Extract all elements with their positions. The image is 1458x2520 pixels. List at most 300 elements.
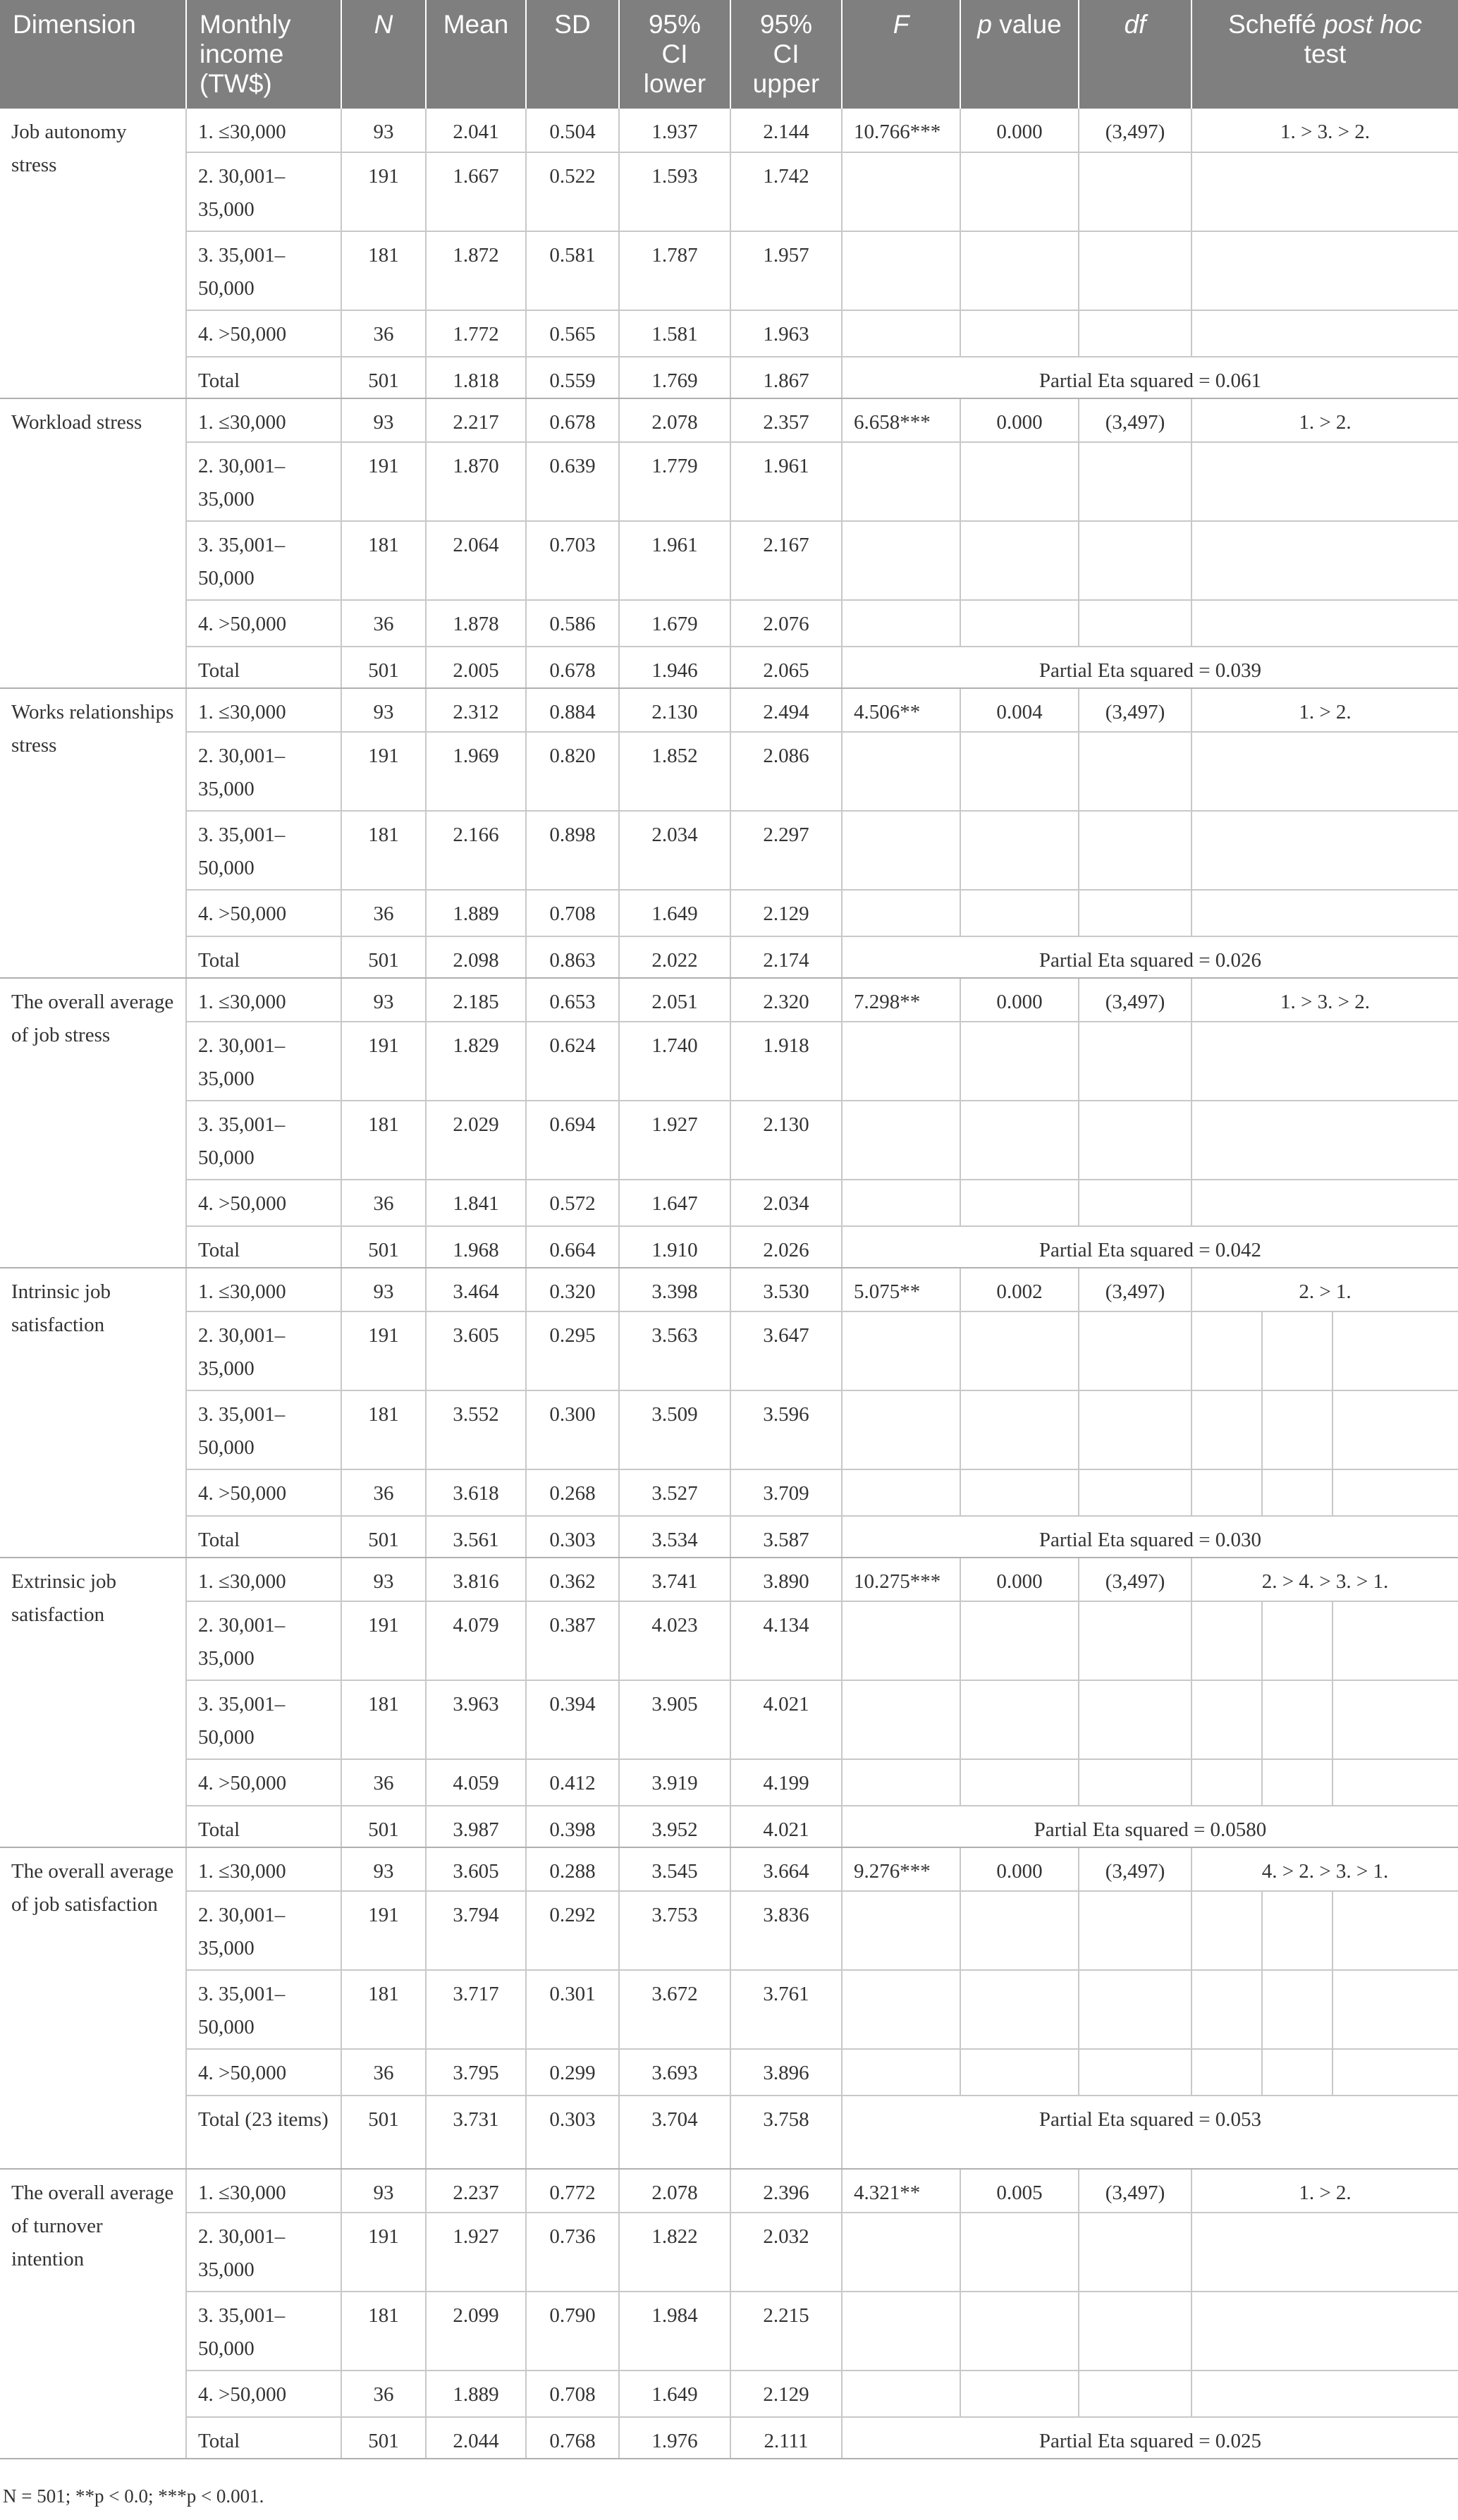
- df-cell: [1079, 521, 1191, 600]
- df-cell: (3,497): [1079, 398, 1191, 442]
- ci-lower-cell: 2.130: [619, 688, 730, 732]
- f-cell: [842, 521, 960, 600]
- ci-lower-cell: 3.753: [619, 1891, 730, 1970]
- ci-lower-cell: 3.545: [619, 1847, 730, 1891]
- df-cell: (3,497): [1079, 1558, 1191, 1601]
- ci-upper-cell: 3.758: [730, 2096, 842, 2169]
- n-cell: 36: [341, 1759, 426, 1806]
- income-cell: 3. 35,001–50,000: [186, 2292, 341, 2371]
- p-value-cell: [960, 1311, 1079, 1390]
- sd-cell: 0.362: [526, 1558, 619, 1601]
- ci-upper-cell: 1.957: [730, 231, 842, 310]
- p-value-cell: [960, 1469, 1079, 1516]
- ci-lower-cell: 3.509: [619, 1390, 730, 1469]
- sd-cell: 0.299: [526, 2049, 619, 2096]
- df-cell: [1079, 231, 1191, 310]
- ci-upper-cell: 2.494: [730, 688, 842, 732]
- df-cell: (3,497): [1079, 109, 1191, 152]
- ci-lower-cell: 1.593: [619, 152, 730, 231]
- ci-lower-cell: 2.051: [619, 978, 730, 1022]
- ci-upper-cell: 3.587: [730, 1516, 842, 1558]
- scheffe-subcell: [1262, 2049, 1333, 2096]
- mean-cell: 3.561: [426, 1516, 526, 1558]
- mean-cell: 2.166: [426, 811, 526, 890]
- f-cell: 10.275***: [842, 1558, 960, 1601]
- table-row: [0, 2371, 1458, 2417]
- sd-cell: 0.565: [526, 310, 619, 357]
- table-row: [0, 1101, 1458, 1180]
- ci-upper-cell: 3.709: [730, 1469, 842, 1516]
- income-cell: 1. ≤30,000: [186, 1268, 341, 1311]
- table-row: [0, 2213, 1458, 2292]
- n-cell: 191: [341, 1601, 426, 1680]
- income-cell: 3. 35,001–50,000: [186, 231, 341, 310]
- total-row: [0, 1226, 1458, 1268]
- ci-lower-cell: 1.946: [619, 647, 730, 688]
- scheffe-cell: 1. > 3. > 2.: [1191, 109, 1458, 152]
- f-cell: [842, 2213, 960, 2292]
- total-row: [0, 357, 1458, 398]
- scheffe-cell: [1191, 2292, 1458, 2371]
- table-row: [0, 1601, 1458, 1680]
- table-row: [0, 1469, 1458, 1516]
- mean-cell: 1.889: [426, 890, 526, 936]
- dimension-cell: Job autonomy stress: [0, 109, 186, 398]
- scheffe-subcell: [1262, 1469, 1333, 1516]
- header-mean: Mean: [426, 0, 526, 109]
- df-cell: [1079, 1680, 1191, 1759]
- scheffe-cell: [1191, 442, 1458, 521]
- sd-cell: 0.863: [526, 936, 619, 978]
- mean-cell: 1.667: [426, 152, 526, 231]
- f-cell: 4.506**: [842, 688, 960, 732]
- scheffe-cell: 1. > 3. > 2.: [1191, 978, 1458, 1022]
- table-body: [0, 109, 1458, 2459]
- sd-cell: 0.412: [526, 1759, 619, 1806]
- sd-cell: 0.694: [526, 1101, 619, 1180]
- n-cell: 36: [341, 600, 426, 647]
- income-cell: 1. ≤30,000: [186, 109, 341, 152]
- sd-cell: 0.664: [526, 1226, 619, 1268]
- mean-cell: 1.968: [426, 1226, 526, 1268]
- n-cell: 501: [341, 1806, 426, 1847]
- df-cell: [1079, 1180, 1191, 1226]
- ci-upper-cell: 3.530: [730, 1268, 842, 1311]
- n-cell: 181: [341, 2292, 426, 2371]
- scheffe-subcell: [1333, 1390, 1458, 1469]
- f-cell: [842, 1970, 960, 2049]
- p-value-cell: [960, 442, 1079, 521]
- df-cell: [1079, 152, 1191, 231]
- table-row: [0, 231, 1458, 310]
- f-cell: [842, 2292, 960, 2371]
- ci-upper-cell: 2.174: [730, 936, 842, 978]
- scheffe-cell: [1191, 1180, 1458, 1226]
- mean-cell: 3.794: [426, 1891, 526, 1970]
- scheffe-subcell: [1262, 1390, 1333, 1469]
- n-cell: 191: [341, 1311, 426, 1390]
- income-cell: 4. >50,000: [186, 1759, 341, 1806]
- ci-lower-cell: 1.779: [619, 442, 730, 521]
- sd-cell: 0.898: [526, 811, 619, 890]
- mean-cell: 3.987: [426, 1806, 526, 1847]
- table-row: [0, 1847, 1458, 1891]
- scheffe-cell: [1191, 152, 1458, 231]
- df-cell: [1079, 600, 1191, 647]
- ci-lower-cell: 1.740: [619, 1022, 730, 1101]
- mean-cell: 3.618: [426, 1469, 526, 1516]
- scheffe-cell: [1191, 1101, 1458, 1180]
- mean-cell: 1.889: [426, 2371, 526, 2417]
- n-cell: 191: [341, 442, 426, 521]
- n-cell: 93: [341, 978, 426, 1022]
- mean-cell: 3.605: [426, 1311, 526, 1390]
- eta-squared-cell: Partial Eta squared = 0.026: [842, 936, 1458, 978]
- income-cell: 1. ≤30,000: [186, 1847, 341, 1891]
- scheffe-cell: 4. > 2. > 3. > 1.: [1191, 1847, 1458, 1891]
- mean-cell: 1.829: [426, 1022, 526, 1101]
- df-cell: [1079, 811, 1191, 890]
- f-cell: [842, 1390, 960, 1469]
- table-row: [0, 1390, 1458, 1469]
- ci-lower-cell: 3.741: [619, 1558, 730, 1601]
- ci-lower-cell: 2.078: [619, 398, 730, 442]
- income-cell: 1. ≤30,000: [186, 978, 341, 1022]
- ci-lower-cell: 1.647: [619, 1180, 730, 1226]
- scheffe-subcell: [1333, 1759, 1458, 1806]
- p-value-cell: [960, 1180, 1079, 1226]
- dimension-cell: The overall average of job stress: [0, 978, 186, 1268]
- sd-cell: 0.387: [526, 1601, 619, 1680]
- table-row: [0, 1558, 1458, 1601]
- ci-lower-cell: 1.937: [619, 109, 730, 152]
- scheffe-cell: [1191, 2371, 1458, 2417]
- table-row: [0, 521, 1458, 600]
- mean-cell: 3.731: [426, 2096, 526, 2169]
- ci-upper-cell: 3.761: [730, 1970, 842, 2049]
- p-value-cell: [960, 732, 1079, 811]
- ci-lower-cell: 3.527: [619, 1469, 730, 1516]
- df-cell: [1079, 1390, 1191, 1469]
- sd-cell: 0.653: [526, 978, 619, 1022]
- n-cell: 501: [341, 647, 426, 688]
- n-cell: 181: [341, 1680, 426, 1759]
- mean-cell: 2.064: [426, 521, 526, 600]
- header-p-value: p value: [960, 0, 1079, 109]
- p-value-cell: [960, 1390, 1079, 1469]
- n-cell: 36: [341, 2049, 426, 2096]
- income-cell: 1. ≤30,000: [186, 688, 341, 732]
- mean-cell: 1.841: [426, 1180, 526, 1226]
- p-value-cell: [960, 1601, 1079, 1680]
- sd-cell: 0.301: [526, 1970, 619, 2049]
- ci-upper-cell: 1.918: [730, 1022, 842, 1101]
- mean-cell: 3.552: [426, 1390, 526, 1469]
- n-cell: 501: [341, 936, 426, 978]
- p-value-cell: 0.002: [960, 1268, 1079, 1311]
- n-cell: 93: [341, 109, 426, 152]
- ci-lower-cell: 3.398: [619, 1268, 730, 1311]
- mean-cell: 2.312: [426, 688, 526, 732]
- p-value-cell: 0.000: [960, 1847, 1079, 1891]
- sd-cell: 0.292: [526, 1891, 619, 1970]
- ci-lower-cell: 1.581: [619, 310, 730, 357]
- ci-upper-cell: 3.836: [730, 1891, 842, 1970]
- eta-squared-cell: Partial Eta squared = 0.039: [842, 647, 1458, 688]
- mean-cell: 1.969: [426, 732, 526, 811]
- ci-upper-cell: 2.065: [730, 647, 842, 688]
- ci-upper-cell: 3.890: [730, 1558, 842, 1601]
- header-dimension: Dimension: [0, 0, 186, 109]
- df-cell: [1079, 1022, 1191, 1101]
- ci-lower-cell: 1.679: [619, 600, 730, 647]
- ci-upper-cell: 4.199: [730, 1759, 842, 1806]
- df-cell: [1079, 442, 1191, 521]
- scheffe-subcell: [1262, 1970, 1333, 2049]
- dimension-cell: Extrinsic job satisfaction: [0, 1558, 186, 1847]
- n-cell: 181: [341, 231, 426, 310]
- mean-cell: 3.605: [426, 1847, 526, 1891]
- scheffe-subcell: [1333, 1469, 1458, 1516]
- df-cell: [1079, 1101, 1191, 1180]
- n-cell: 181: [341, 811, 426, 890]
- ci-upper-cell: 3.664: [730, 1847, 842, 1891]
- mean-cell: 2.185: [426, 978, 526, 1022]
- ci-upper-cell: 2.129: [730, 2371, 842, 2417]
- sd-cell: 0.884: [526, 688, 619, 732]
- sd-cell: 0.303: [526, 1516, 619, 1558]
- p-value-cell: [960, 2292, 1079, 2371]
- scheffe-subcell: [1262, 1601, 1333, 1680]
- sd-cell: 0.639: [526, 442, 619, 521]
- income-cell: 2. 30,001–35,000: [186, 1311, 341, 1390]
- header-f: F: [842, 0, 960, 109]
- sd-cell: 0.398: [526, 1806, 619, 1847]
- sd-cell: 0.300: [526, 1390, 619, 1469]
- ci-upper-cell: 4.134: [730, 1601, 842, 1680]
- scheffe-cell: [1191, 600, 1458, 647]
- table-row: [0, 1180, 1458, 1226]
- f-cell: [842, 2049, 960, 2096]
- header-ci-lower: 95% CI lower: [619, 0, 730, 109]
- sd-cell: 0.320: [526, 1268, 619, 1311]
- mean-cell: 1.872: [426, 231, 526, 310]
- ci-upper-cell: 2.167: [730, 521, 842, 600]
- total-row: [0, 2417, 1458, 2459]
- ci-upper-cell: 2.086: [730, 732, 842, 811]
- mean-cell: 1.878: [426, 600, 526, 647]
- sd-cell: 0.394: [526, 1680, 619, 1759]
- total-label-cell: Total: [186, 647, 341, 688]
- mean-cell: 1.870: [426, 442, 526, 521]
- scheffe-subcell: [1333, 2049, 1458, 2096]
- scheffe-subcell: [1333, 1680, 1458, 1759]
- income-cell: 3. 35,001–50,000: [186, 1101, 341, 1180]
- scheffe-subcell: [1191, 1891, 1262, 1970]
- table-row: [0, 1970, 1458, 2049]
- p-value-cell: [960, 521, 1079, 600]
- ci-lower-cell: 3.952: [619, 1806, 730, 1847]
- income-cell: 2. 30,001–35,000: [186, 1022, 341, 1101]
- income-cell: 2. 30,001–35,000: [186, 152, 341, 231]
- scheffe-subcell: [1191, 1970, 1262, 2049]
- n-cell: 93: [341, 398, 426, 442]
- income-cell: 2. 30,001–35,000: [186, 1891, 341, 1970]
- p-value-cell: [960, 600, 1079, 647]
- n-cell: 501: [341, 2096, 426, 2169]
- scheffe-subcell: [1191, 1680, 1262, 1759]
- p-value-cell: 0.005: [960, 2169, 1079, 2213]
- n-cell: 36: [341, 1180, 426, 1226]
- ci-upper-cell: 2.396: [730, 2169, 842, 2213]
- scheffe-cell: [1191, 310, 1458, 357]
- mean-cell: 4.059: [426, 1759, 526, 1806]
- ci-lower-cell: 3.905: [619, 1680, 730, 1759]
- ci-lower-cell: 2.022: [619, 936, 730, 978]
- table-row: [0, 442, 1458, 521]
- ci-upper-cell: 2.032: [730, 2213, 842, 2292]
- scheffe-cell: [1191, 811, 1458, 890]
- ci-lower-cell: 1.822: [619, 2213, 730, 2292]
- p-value-cell: [960, 811, 1079, 890]
- n-cell: 191: [341, 732, 426, 811]
- table-row: [0, 811, 1458, 890]
- sd-cell: 0.678: [526, 398, 619, 442]
- p-value-cell: [960, 1101, 1079, 1180]
- ci-lower-cell: 3.672: [619, 1970, 730, 2049]
- p-value-cell: [960, 1759, 1079, 1806]
- total-row: [0, 647, 1458, 688]
- scheffe-cell: 2. > 4. > 3. > 1.: [1191, 1558, 1458, 1601]
- income-cell: 3. 35,001–50,000: [186, 1970, 341, 2049]
- df-cell: [1079, 2049, 1191, 2096]
- p-value-cell: [960, 2049, 1079, 2096]
- table-row: [0, 2169, 1458, 2213]
- n-cell: 36: [341, 890, 426, 936]
- income-cell: 2. 30,001–35,000: [186, 1601, 341, 1680]
- ci-upper-cell: 1.963: [730, 310, 842, 357]
- total-label-cell: Total: [186, 2417, 341, 2459]
- sd-cell: 0.790: [526, 2292, 619, 2371]
- scheffe-cell: 2. > 1.: [1191, 1268, 1458, 1311]
- f-cell: 7.298**: [842, 978, 960, 1022]
- df-cell: (3,497): [1079, 1268, 1191, 1311]
- income-cell: 2. 30,001–35,000: [186, 442, 341, 521]
- dimension-cell: The overall average of job satisfaction: [0, 1847, 186, 2169]
- scheffe-cell: [1191, 890, 1458, 936]
- income-cell: 4. >50,000: [186, 890, 341, 936]
- income-cell: 4. >50,000: [186, 2049, 341, 2096]
- sd-cell: 0.708: [526, 890, 619, 936]
- ci-lower-cell: 1.984: [619, 2292, 730, 2371]
- total-label-cell: Total: [186, 1806, 341, 1847]
- income-cell: 3. 35,001–50,000: [186, 1390, 341, 1469]
- ci-lower-cell: 1.976: [619, 2417, 730, 2459]
- n-cell: 501: [341, 2417, 426, 2459]
- sd-cell: 0.708: [526, 2371, 619, 2417]
- scheffe-subcell: [1262, 1680, 1333, 1759]
- p-value-cell: [960, 1022, 1079, 1101]
- ci-upper-cell: 4.021: [730, 1680, 842, 1759]
- header-sd: SD: [526, 0, 619, 109]
- table-row: [0, 1891, 1458, 1970]
- f-cell: [842, 890, 960, 936]
- n-cell: 191: [341, 1022, 426, 1101]
- df-cell: (3,497): [1079, 688, 1191, 732]
- ci-lower-cell: 4.023: [619, 1601, 730, 1680]
- scheffe-subcell: [1333, 1970, 1458, 2049]
- scheffe-cell: 1. > 2.: [1191, 2169, 1458, 2213]
- f-cell: [842, 1601, 960, 1680]
- ci-upper-cell: 2.034: [730, 1180, 842, 1226]
- p-value-cell: [960, 2371, 1079, 2417]
- sd-cell: 0.504: [526, 109, 619, 152]
- scheffe-cell: 1. > 2.: [1191, 398, 1458, 442]
- scheffe-cell: [1191, 231, 1458, 310]
- header-monthly-income: Monthly income (TW$): [186, 0, 341, 109]
- scheffe-subcell: [1191, 1311, 1262, 1390]
- f-cell: [842, 1180, 960, 1226]
- eta-squared-cell: Partial Eta squared = 0.025: [842, 2417, 1458, 2459]
- scheffe-subcell: [1262, 1759, 1333, 1806]
- p-value-cell: [960, 1891, 1079, 1970]
- p-value-cell: 0.004: [960, 688, 1079, 732]
- df-cell: [1079, 732, 1191, 811]
- scheffe-cell: 1. > 2.: [1191, 688, 1458, 732]
- n-cell: 191: [341, 2213, 426, 2292]
- sd-cell: 0.303: [526, 2096, 619, 2169]
- ci-lower-cell: 1.927: [619, 1101, 730, 1180]
- f-cell: 4.321**: [842, 2169, 960, 2213]
- df-cell: [1079, 1759, 1191, 1806]
- scheffe-subcell: [1333, 1601, 1458, 1680]
- total-row: [0, 936, 1458, 978]
- df-cell: [1079, 2213, 1191, 2292]
- income-cell: 2. 30,001–35,000: [186, 732, 341, 811]
- sd-cell: 0.703: [526, 521, 619, 600]
- ci-upper-cell: 4.021: [730, 1806, 842, 1847]
- ci-upper-cell: 2.357: [730, 398, 842, 442]
- n-cell: 93: [341, 2169, 426, 2213]
- ci-upper-cell: 2.026: [730, 1226, 842, 1268]
- sd-cell: 0.678: [526, 647, 619, 688]
- table-row: [0, 2292, 1458, 2371]
- mean-cell: 1.818: [426, 357, 526, 398]
- f-cell: 9.276***: [842, 1847, 960, 1891]
- mean-cell: 1.772: [426, 310, 526, 357]
- income-cell: 4. >50,000: [186, 310, 341, 357]
- scheffe-subcell: [1191, 2049, 1262, 2096]
- scheffe-subcell: [1191, 1390, 1262, 1469]
- sd-cell: 0.268: [526, 1469, 619, 1516]
- mean-cell: 3.464: [426, 1268, 526, 1311]
- f-cell: [842, 1891, 960, 1970]
- total-label-cell: Total: [186, 357, 341, 398]
- table-row: [0, 1311, 1458, 1390]
- scheffe-cell: [1191, 2213, 1458, 2292]
- sd-cell: 0.772: [526, 2169, 619, 2213]
- table-row: [0, 890, 1458, 936]
- eta-squared-cell: Partial Eta squared = 0.0580: [842, 1806, 1458, 1847]
- df-cell: (3,497): [1079, 1847, 1191, 1891]
- ci-upper-cell: 2.111: [730, 2417, 842, 2459]
- total-label-cell: Total (23 items): [186, 2096, 341, 2169]
- mean-cell: 2.237: [426, 2169, 526, 2213]
- dimension-cell: Intrinsic job satisfaction: [0, 1268, 186, 1558]
- mean-cell: 2.005: [426, 647, 526, 688]
- scheffe-cell: [1191, 1022, 1458, 1101]
- table-row: [0, 1759, 1458, 1806]
